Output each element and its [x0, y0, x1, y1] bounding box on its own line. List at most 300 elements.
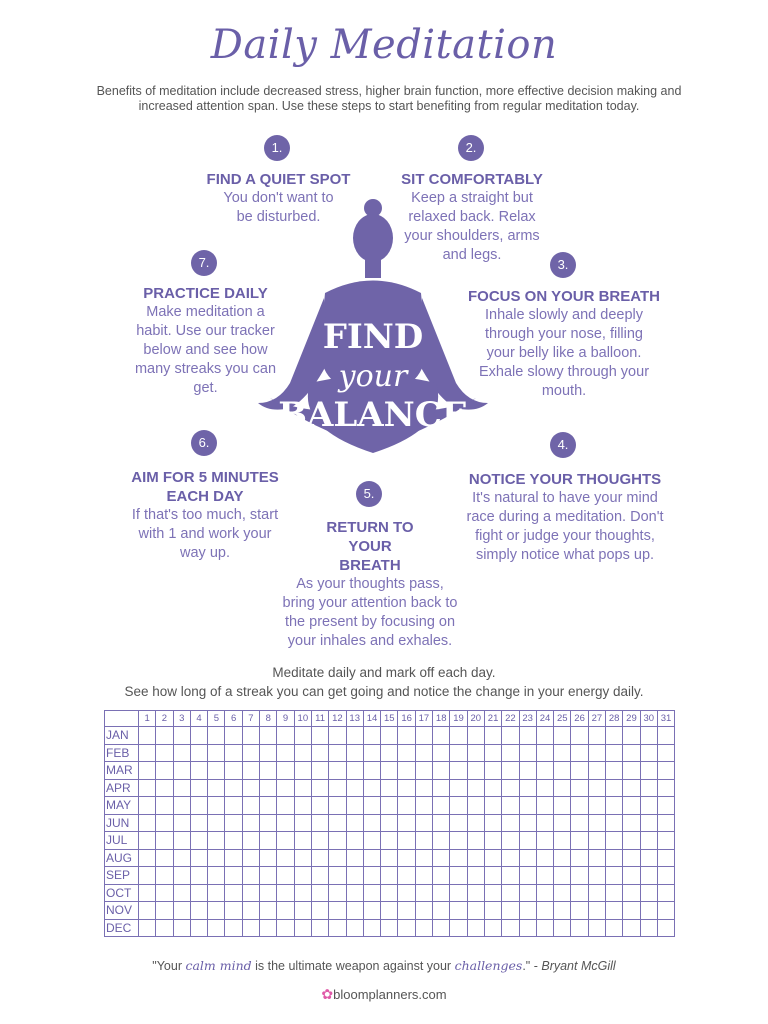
day-cell[interactable]: [208, 867, 225, 885]
footer-site[interactable]: bloomplanners.com: [333, 987, 447, 1002]
day-cell[interactable]: [554, 902, 571, 920]
day-cell[interactable]: [225, 867, 242, 885]
day-cell[interactable]: [640, 797, 657, 815]
day-cell[interactable]: [329, 762, 346, 780]
day-cell[interactable]: [554, 884, 571, 902]
day-cell[interactable]: [502, 762, 519, 780]
day-cell[interactable]: [484, 849, 501, 867]
day-cell[interactable]: [571, 814, 588, 832]
day-cell[interactable]: [294, 797, 311, 815]
day-cell[interactable]: [467, 727, 484, 745]
day-cell[interactable]: [467, 797, 484, 815]
day-cell[interactable]: [242, 849, 259, 867]
day-cell[interactable]: [450, 849, 467, 867]
day-cell[interactable]: [346, 779, 363, 797]
day-cell[interactable]: [554, 919, 571, 937]
day-cell[interactable]: [208, 884, 225, 902]
day-cell[interactable]: [519, 779, 536, 797]
day-cell[interactable]: [536, 797, 553, 815]
day-cell[interactable]: [450, 867, 467, 885]
day-cell[interactable]: [381, 867, 398, 885]
day-cell[interactable]: [156, 779, 173, 797]
day-cell[interactable]: [156, 814, 173, 832]
day-cell[interactable]: [640, 884, 657, 902]
day-cell[interactable]: [467, 849, 484, 867]
day-cell[interactable]: [502, 902, 519, 920]
day-cell[interactable]: [346, 744, 363, 762]
day-cell[interactable]: [260, 727, 277, 745]
day-cell[interactable]: [606, 884, 623, 902]
day-cell[interactable]: [156, 832, 173, 850]
day-cell[interactable]: [450, 744, 467, 762]
day-cell[interactable]: [640, 832, 657, 850]
day-cell[interactable]: [484, 744, 501, 762]
day-cell[interactable]: [381, 727, 398, 745]
day-cell[interactable]: [311, 814, 328, 832]
day-cell[interactable]: [311, 919, 328, 937]
day-cell[interactable]: [139, 814, 156, 832]
day-cell[interactable]: [156, 762, 173, 780]
day-cell[interactable]: [606, 849, 623, 867]
day-cell[interactable]: [277, 884, 294, 902]
day-cell[interactable]: [173, 849, 190, 867]
day-cell[interactable]: [381, 797, 398, 815]
day-cell[interactable]: [657, 919, 674, 937]
day-cell[interactable]: [173, 832, 190, 850]
day-cell[interactable]: [363, 744, 380, 762]
day-cell[interactable]: [554, 867, 571, 885]
day-cell[interactable]: [329, 884, 346, 902]
day-cell[interactable]: [623, 902, 640, 920]
day-cell[interactable]: [190, 884, 207, 902]
day-cell[interactable]: [346, 867, 363, 885]
day-cell[interactable]: [381, 744, 398, 762]
day-cell[interactable]: [346, 727, 363, 745]
day-cell[interactable]: [156, 919, 173, 937]
day-cell[interactable]: [294, 919, 311, 937]
day-cell[interactable]: [657, 744, 674, 762]
day-cell[interactable]: [450, 779, 467, 797]
day-cell[interactable]: [502, 832, 519, 850]
day-cell[interactable]: [640, 814, 657, 832]
day-cell[interactable]: [588, 814, 605, 832]
day-cell[interactable]: [208, 797, 225, 815]
day-cell[interactable]: [398, 762, 415, 780]
day-cell[interactable]: [225, 919, 242, 937]
day-cell[interactable]: [156, 727, 173, 745]
day-cell[interactable]: [502, 867, 519, 885]
day-cell[interactable]: [173, 919, 190, 937]
day-cell[interactable]: [623, 744, 640, 762]
day-cell[interactable]: [398, 902, 415, 920]
day-cell[interactable]: [294, 902, 311, 920]
day-cell[interactable]: [502, 779, 519, 797]
day-cell[interactable]: [554, 727, 571, 745]
day-cell[interactable]: [225, 884, 242, 902]
day-cell[interactable]: [588, 797, 605, 815]
day-cell[interactable]: [536, 919, 553, 937]
day-cell[interactable]: [398, 779, 415, 797]
day-cell[interactable]: [242, 919, 259, 937]
day-cell[interactable]: [571, 849, 588, 867]
day-cell[interactable]: [277, 762, 294, 780]
day-cell[interactable]: [484, 727, 501, 745]
day-cell[interactable]: [329, 797, 346, 815]
day-cell[interactable]: [502, 727, 519, 745]
day-cell[interactable]: [277, 832, 294, 850]
day-cell[interactable]: [311, 779, 328, 797]
day-cell[interactable]: [554, 762, 571, 780]
day-cell[interactable]: [190, 832, 207, 850]
day-cell[interactable]: [398, 797, 415, 815]
day-cell[interactable]: [156, 797, 173, 815]
day-cell[interactable]: [363, 849, 380, 867]
day-cell[interactable]: [484, 762, 501, 780]
day-cell[interactable]: [398, 744, 415, 762]
day-cell[interactable]: [519, 814, 536, 832]
day-cell[interactable]: [346, 919, 363, 937]
day-cell[interactable]: [623, 762, 640, 780]
day-cell[interactable]: [346, 814, 363, 832]
day-cell[interactable]: [381, 762, 398, 780]
day-cell[interactable]: [623, 849, 640, 867]
day-cell[interactable]: [139, 797, 156, 815]
day-cell[interactable]: [433, 832, 450, 850]
day-cell[interactable]: [329, 902, 346, 920]
day-cell[interactable]: [294, 727, 311, 745]
day-cell[interactable]: [294, 744, 311, 762]
day-cell[interactable]: [433, 919, 450, 937]
day-cell[interactable]: [260, 744, 277, 762]
day-cell[interactable]: [571, 727, 588, 745]
day-cell[interactable]: [519, 867, 536, 885]
day-cell[interactable]: [623, 919, 640, 937]
day-cell[interactable]: [156, 849, 173, 867]
day-cell[interactable]: [536, 832, 553, 850]
day-cell[interactable]: [467, 744, 484, 762]
day-cell[interactable]: [225, 832, 242, 850]
day-cell[interactable]: [242, 727, 259, 745]
day-cell[interactable]: [363, 884, 380, 902]
day-cell[interactable]: [657, 867, 674, 885]
day-cell[interactable]: [433, 884, 450, 902]
day-cell[interactable]: [571, 919, 588, 937]
day-cell[interactable]: [623, 832, 640, 850]
day-cell[interactable]: [536, 867, 553, 885]
day-cell[interactable]: [554, 814, 571, 832]
day-cell[interactable]: [156, 902, 173, 920]
day-cell[interactable]: [173, 884, 190, 902]
day-cell[interactable]: [190, 762, 207, 780]
day-cell[interactable]: [294, 779, 311, 797]
day-cell[interactable]: [363, 919, 380, 937]
day-cell[interactable]: [502, 919, 519, 937]
day-cell[interactable]: [554, 797, 571, 815]
day-cell[interactable]: [139, 779, 156, 797]
day-cell[interactable]: [173, 727, 190, 745]
day-cell[interactable]: [450, 902, 467, 920]
day-cell[interactable]: [484, 919, 501, 937]
day-cell[interactable]: [536, 744, 553, 762]
day-cell[interactable]: [606, 744, 623, 762]
day-cell[interactable]: [190, 814, 207, 832]
day-cell[interactable]: [260, 902, 277, 920]
day-cell[interactable]: [640, 902, 657, 920]
day-cell[interactable]: [398, 884, 415, 902]
day-cell[interactable]: [623, 814, 640, 832]
day-cell[interactable]: [519, 762, 536, 780]
day-cell[interactable]: [657, 832, 674, 850]
day-cell[interactable]: [190, 744, 207, 762]
day-cell[interactable]: [554, 779, 571, 797]
day-cell[interactable]: [484, 832, 501, 850]
day-cell[interactable]: [225, 849, 242, 867]
day-cell[interactable]: [329, 779, 346, 797]
day-cell[interactable]: [450, 884, 467, 902]
day-cell[interactable]: [571, 797, 588, 815]
day-cell[interactable]: [467, 867, 484, 885]
day-cell[interactable]: [502, 849, 519, 867]
day-cell[interactable]: [657, 814, 674, 832]
day-cell[interactable]: [640, 744, 657, 762]
day-cell[interactable]: [277, 867, 294, 885]
day-cell[interactable]: [484, 814, 501, 832]
day-cell[interactable]: [242, 814, 259, 832]
day-cell[interactable]: [398, 919, 415, 937]
day-cell[interactable]: [242, 832, 259, 850]
day-cell[interactable]: [173, 762, 190, 780]
day-cell[interactable]: [208, 919, 225, 937]
day-cell[interactable]: [398, 849, 415, 867]
day-cell[interactable]: [139, 919, 156, 937]
day-cell[interactable]: [208, 814, 225, 832]
day-cell[interactable]: [260, 867, 277, 885]
day-cell[interactable]: [208, 902, 225, 920]
day-cell[interactable]: [571, 884, 588, 902]
day-cell[interactable]: [571, 902, 588, 920]
day-cell[interactable]: [554, 849, 571, 867]
day-cell[interactable]: [536, 884, 553, 902]
day-cell[interactable]: [640, 762, 657, 780]
day-cell[interactable]: [156, 867, 173, 885]
day-cell[interactable]: [173, 797, 190, 815]
day-cell[interactable]: [381, 884, 398, 902]
day-cell[interactable]: [606, 814, 623, 832]
day-cell[interactable]: [294, 762, 311, 780]
day-cell[interactable]: [606, 832, 623, 850]
day-cell[interactable]: [190, 797, 207, 815]
day-cell[interactable]: [657, 727, 674, 745]
day-cell[interactable]: [381, 832, 398, 850]
day-cell[interactable]: [467, 779, 484, 797]
day-cell[interactable]: [571, 744, 588, 762]
day-cell[interactable]: [519, 832, 536, 850]
day-cell[interactable]: [260, 919, 277, 937]
day-cell[interactable]: [277, 779, 294, 797]
day-cell[interactable]: [606, 902, 623, 920]
day-cell[interactable]: [363, 727, 380, 745]
day-cell[interactable]: [484, 902, 501, 920]
day-cell[interactable]: [260, 762, 277, 780]
day-cell[interactable]: [467, 902, 484, 920]
day-cell[interactable]: [415, 797, 432, 815]
day-cell[interactable]: [329, 727, 346, 745]
day-cell[interactable]: [277, 797, 294, 815]
day-cell[interactable]: [640, 779, 657, 797]
day-cell[interactable]: [329, 919, 346, 937]
day-cell[interactable]: [208, 832, 225, 850]
day-cell[interactable]: [606, 919, 623, 937]
day-cell[interactable]: [415, 744, 432, 762]
day-cell[interactable]: [519, 797, 536, 815]
day-cell[interactable]: [208, 779, 225, 797]
day-cell[interactable]: [139, 832, 156, 850]
day-cell[interactable]: [415, 727, 432, 745]
day-cell[interactable]: [657, 902, 674, 920]
day-cell[interactable]: [277, 902, 294, 920]
day-cell[interactable]: [433, 779, 450, 797]
day-cell[interactable]: [467, 884, 484, 902]
day-cell[interactable]: [225, 744, 242, 762]
day-cell[interactable]: [536, 849, 553, 867]
day-cell[interactable]: [433, 762, 450, 780]
day-cell[interactable]: [139, 727, 156, 745]
day-cell[interactable]: [588, 762, 605, 780]
day-cell[interactable]: [156, 884, 173, 902]
day-cell[interactable]: [450, 832, 467, 850]
day-cell[interactable]: [450, 797, 467, 815]
day-cell[interactable]: [519, 744, 536, 762]
day-cell[interactable]: [623, 884, 640, 902]
day-cell[interactable]: [519, 902, 536, 920]
day-cell[interactable]: [484, 867, 501, 885]
day-cell[interactable]: [294, 867, 311, 885]
day-cell[interactable]: [433, 867, 450, 885]
day-cell[interactable]: [450, 762, 467, 780]
day-cell[interactable]: [329, 814, 346, 832]
day-cell[interactable]: [294, 849, 311, 867]
day-cell[interactable]: [311, 902, 328, 920]
day-cell[interactable]: [294, 814, 311, 832]
day-cell[interactable]: [381, 919, 398, 937]
day-cell[interactable]: [190, 849, 207, 867]
day-cell[interactable]: [225, 797, 242, 815]
day-cell[interactable]: [640, 867, 657, 885]
day-cell[interactable]: [242, 884, 259, 902]
day-cell[interactable]: [277, 919, 294, 937]
day-cell[interactable]: [536, 762, 553, 780]
day-cell[interactable]: [519, 727, 536, 745]
day-cell[interactable]: [242, 744, 259, 762]
day-cell[interactable]: [571, 762, 588, 780]
day-cell[interactable]: [588, 832, 605, 850]
day-cell[interactable]: [588, 727, 605, 745]
day-cell[interactable]: [588, 779, 605, 797]
day-cell[interactable]: [260, 779, 277, 797]
day-cell[interactable]: [363, 902, 380, 920]
day-cell[interactable]: [398, 814, 415, 832]
day-cell[interactable]: [554, 744, 571, 762]
day-cell[interactable]: [519, 919, 536, 937]
day-cell[interactable]: [225, 814, 242, 832]
day-cell[interactable]: [139, 884, 156, 902]
day-cell[interactable]: [277, 744, 294, 762]
day-cell[interactable]: [571, 832, 588, 850]
day-cell[interactable]: [260, 884, 277, 902]
day-cell[interactable]: [190, 779, 207, 797]
day-cell[interactable]: [502, 884, 519, 902]
day-cell[interactable]: [190, 919, 207, 937]
day-cell[interactable]: [588, 744, 605, 762]
day-cell[interactable]: [502, 814, 519, 832]
day-cell[interactable]: [433, 727, 450, 745]
day-cell[interactable]: [640, 849, 657, 867]
day-cell[interactable]: [398, 727, 415, 745]
day-cell[interactable]: [415, 849, 432, 867]
day-cell[interactable]: [450, 727, 467, 745]
day-cell[interactable]: [277, 849, 294, 867]
day-cell[interactable]: [467, 762, 484, 780]
day-cell[interactable]: [415, 814, 432, 832]
day-cell[interactable]: [536, 814, 553, 832]
day-cell[interactable]: [415, 919, 432, 937]
day-cell[interactable]: [588, 867, 605, 885]
day-cell[interactable]: [208, 762, 225, 780]
day-cell[interactable]: [242, 867, 259, 885]
day-cell[interactable]: [311, 762, 328, 780]
day-cell[interactable]: [623, 797, 640, 815]
day-cell[interactable]: [242, 797, 259, 815]
day-cell[interactable]: [536, 902, 553, 920]
day-cell[interactable]: [657, 849, 674, 867]
day-cell[interactable]: [415, 902, 432, 920]
day-cell[interactable]: [433, 902, 450, 920]
day-cell[interactable]: [381, 902, 398, 920]
day-cell[interactable]: [156, 744, 173, 762]
day-cell[interactable]: [606, 797, 623, 815]
day-cell[interactable]: [363, 814, 380, 832]
day-cell[interactable]: [208, 744, 225, 762]
day-cell[interactable]: [502, 797, 519, 815]
day-cell[interactable]: [260, 849, 277, 867]
day-cell[interactable]: [640, 919, 657, 937]
day-cell[interactable]: [502, 744, 519, 762]
day-cell[interactable]: [190, 867, 207, 885]
day-cell[interactable]: [433, 814, 450, 832]
day-cell[interactable]: [657, 884, 674, 902]
day-cell[interactable]: [329, 832, 346, 850]
day-cell[interactable]: [346, 797, 363, 815]
day-cell[interactable]: [415, 884, 432, 902]
day-cell[interactable]: [606, 727, 623, 745]
day-cell[interactable]: [588, 919, 605, 937]
day-cell[interactable]: [139, 744, 156, 762]
day-cell[interactable]: [450, 919, 467, 937]
day-cell[interactable]: [363, 779, 380, 797]
day-cell[interactable]: [657, 762, 674, 780]
day-cell[interactable]: [381, 849, 398, 867]
day-cell[interactable]: [606, 762, 623, 780]
day-cell[interactable]: [225, 779, 242, 797]
day-cell[interactable]: [139, 902, 156, 920]
day-cell[interactable]: [363, 867, 380, 885]
day-cell[interactable]: [536, 727, 553, 745]
day-cell[interactable]: [311, 867, 328, 885]
day-cell[interactable]: [225, 727, 242, 745]
day-cell[interactable]: [606, 867, 623, 885]
day-cell[interactable]: [623, 779, 640, 797]
day-cell[interactable]: [242, 762, 259, 780]
